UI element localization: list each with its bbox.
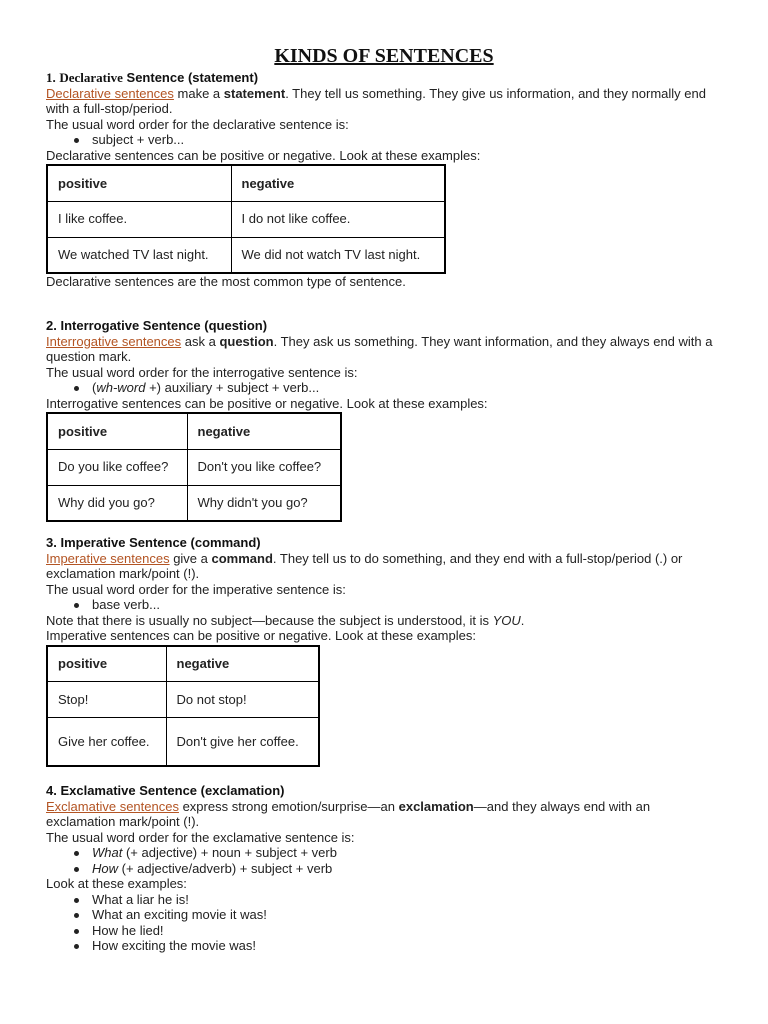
text-span: . [520, 612, 525, 628]
definition-paragraph [46, 334, 722, 365]
page-title: KINDS OF SENTENCES [274, 45, 494, 67]
section-declarative [46, 70, 722, 290]
examples-list [46, 892, 722, 954]
text-span: (+ adjective/adverb) + subject + verb [118, 860, 333, 876]
definition-link[interactable]: Interrogative sentences [46, 333, 182, 349]
text-span: . They tell us something. They give us information, and they normally end with a full-stop/period. [46, 85, 706, 116]
text-span: ( [92, 380, 97, 395]
subject-note [46, 613, 722, 629]
word-order-list [46, 132, 722, 148]
bold-term: command [211, 550, 273, 566]
table-cell: Don't you like coffee? [187, 449, 341, 485]
bold-term: statement [223, 85, 286, 101]
text-span: express strong emotion/surprise—an [178, 798, 399, 814]
table-row [47, 201, 445, 237]
closing-note: Declarative sentences are the most common type of sentence. [46, 274, 406, 289]
examples-table [46, 645, 320, 767]
bold-term: exclamation [398, 798, 474, 814]
table-cell: I like coffee. [47, 201, 231, 237]
list-item [74, 845, 722, 861]
section-imperative [46, 535, 722, 767]
text-span: . They tell us to do something, and they end with a full-stop/period (.) or exclamation mark/point (!). [46, 550, 683, 581]
table-row [47, 718, 319, 766]
word-order-intro: The usual word order for the interrogative sentence is: [46, 364, 358, 380]
table-cell: Do you like coffee? [47, 449, 187, 485]
text-span: Note that there is usually no subject—because the subject is understood, it is [46, 612, 493, 628]
bold-term: question [219, 333, 274, 349]
header-cell: negative [231, 165, 445, 201]
table-header-row [47, 413, 341, 449]
table-cell: Give her coffee. [47, 718, 166, 766]
word-order-intro: The usual word order for the declarative sentence is: [46, 116, 349, 132]
header-cell: positive [47, 165, 231, 201]
word-order-intro: The usual word order for the exclamative sentence is: [46, 829, 355, 845]
text-span: give a [169, 550, 212, 566]
list-item: What an exciting movie it was! [74, 907, 722, 923]
heading-tag: (exclamation) [200, 783, 285, 798]
section-heading [46, 70, 722, 86]
definition-link[interactable]: Exclamative sentences [46, 798, 179, 814]
examples-table [46, 164, 446, 274]
list-item [74, 861, 722, 877]
table-row [47, 682, 319, 718]
table-cell: We watched TV last night. [47, 237, 231, 273]
definition-link[interactable]: Imperative sentences [46, 550, 170, 566]
list-item: subject + verb... [74, 132, 722, 148]
word-order-list [46, 380, 722, 396]
text-span: make a [173, 85, 224, 101]
heading-tag: (question) [204, 318, 268, 333]
word-order-list [46, 597, 722, 613]
section-heading [46, 318, 722, 334]
list-item: How he lied! [74, 923, 722, 939]
table-cell: I do not like coffee. [231, 201, 445, 237]
list-item: base verb... [74, 597, 722, 613]
heading-text: 3. Imperative Sentence [46, 535, 187, 550]
list-item [74, 380, 722, 396]
table-header-row [47, 165, 445, 201]
table-row [47, 485, 341, 521]
italic-term: YOU [492, 612, 521, 628]
heading-word: Declarative [59, 70, 123, 85]
header-cell: positive [47, 413, 187, 449]
table-cell: Why did you go? [47, 485, 187, 521]
table-row [47, 449, 341, 485]
table-cell: Stop! [47, 682, 166, 718]
examples-intro: Look at these examples: [46, 876, 187, 891]
text-span: —and they always end with an exclamation mark/point (!). [46, 798, 651, 829]
text-span: (+ adjective) + noun + subject + verb [122, 845, 337, 860]
examples-intro: Interrogative sentences can be positive or negative. Look at these examples: [46, 395, 488, 411]
definition-paragraph [46, 551, 722, 582]
table-header-row [47, 646, 319, 682]
list-item: What a liar he is! [74, 892, 722, 908]
header-cell: positive [47, 646, 166, 682]
heading-tag: (command) [190, 535, 261, 550]
table-cell: We did not watch TV last night. [231, 237, 445, 273]
italic-term: What [92, 845, 123, 860]
definition-paragraph [46, 86, 722, 117]
examples-intro: Declarative sentences can be positive or negative. Look at these examples: [46, 147, 481, 163]
heading-text: 2. Interrogative Sentence [46, 318, 201, 333]
word-order-intro: The usual word order for the imperative sentence is: [46, 581, 346, 597]
text-span: . They ask us something. They want information, and they always end with a question mark. [46, 333, 713, 364]
section-heading [46, 535, 722, 551]
section-heading [46, 783, 722, 799]
table-cell: Do not stop! [166, 682, 319, 718]
list-item: How exciting the movie was! [74, 938, 722, 954]
italic-term: wh-word [96, 380, 146, 395]
table-cell: Don't give her coffee. [166, 718, 319, 766]
header-cell: negative [187, 413, 341, 449]
heading-rest: Sentence [126, 70, 185, 85]
examples-intro: Imperative sentences can be positive or negative. Look at these examples: [46, 628, 476, 643]
heading-text: 4. Exclamative Sentence [46, 783, 198, 798]
table-row [47, 237, 445, 273]
text-span: +) auxiliary + subject + verb... [145, 380, 320, 395]
heading-tag: (statement) [187, 70, 259, 85]
examples-table [46, 412, 342, 522]
header-cell: negative [166, 646, 319, 682]
table-cell: Why didn't you go? [187, 485, 341, 521]
section-interrogative [46, 318, 722, 522]
section-exclamative [46, 783, 722, 954]
italic-term: How [92, 860, 119, 876]
word-order-list [46, 845, 722, 876]
heading-number: 1. [46, 70, 56, 85]
definition-link[interactable]: Declarative sentences [46, 85, 174, 101]
definition-paragraph [46, 799, 722, 830]
text-span: ask a [181, 333, 220, 349]
